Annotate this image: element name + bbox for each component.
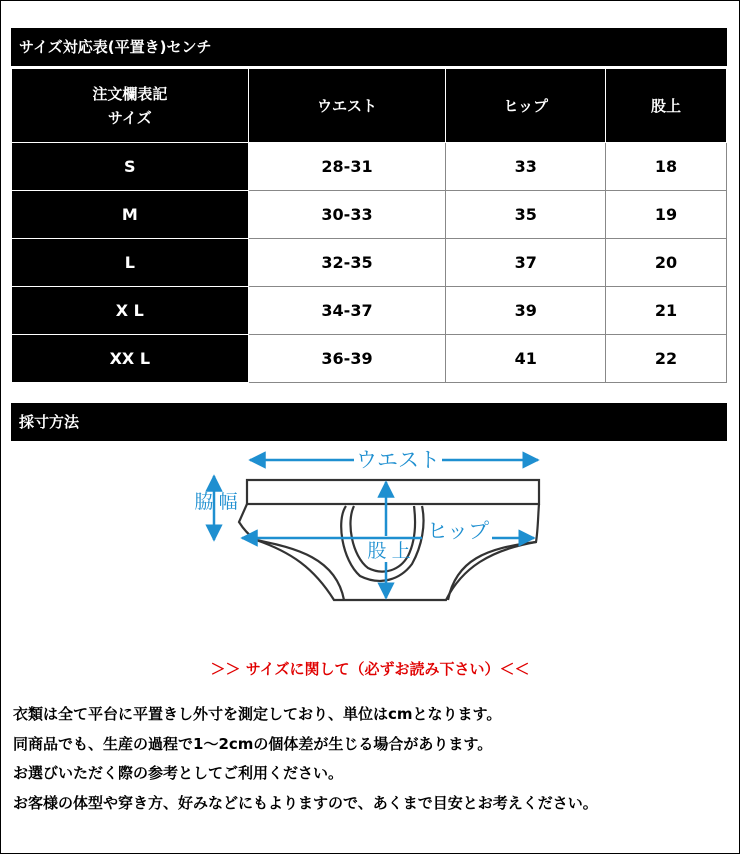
header-rise: 股上	[606, 69, 727, 143]
briefs-measurement-diagram	[186, 440, 556, 610]
waist-value: 34-37	[248, 287, 446, 335]
hip-value: 39	[446, 287, 606, 335]
hip-value: 33	[446, 143, 606, 191]
waist-value: 36-39	[248, 335, 446, 383]
hip-value: 37	[446, 239, 606, 287]
note-line: お選びいただく際の参考としてご利用ください。	[13, 764, 344, 782]
waist-value: 30-33	[248, 191, 446, 239]
band-width-label: 脇 幅	[194, 492, 238, 513]
hip-value: 41	[446, 335, 606, 383]
waist-label: ウエスト	[356, 449, 440, 472]
table-row	[12, 143, 727, 191]
left-leg-curve	[256, 540, 344, 600]
right-leg-curve	[448, 542, 536, 600]
rise-value: 20	[606, 239, 727, 287]
size-label: S	[12, 143, 249, 191]
rise-value: 21	[606, 287, 727, 335]
table-header-row	[12, 69, 727, 143]
rise-value: 18	[606, 143, 727, 191]
table-row	[12, 191, 727, 239]
table-row	[12, 335, 727, 383]
note-line: お客様の体型や穿き方、好みなどにもよりますので、あくまで目安とお考えください。	[13, 793, 598, 812]
waist-value: 28-31	[248, 143, 446, 191]
header-size-text: 注文欄表記 サイズ	[92, 84, 168, 127]
note-line: 同商品でも、生産の過程で1～2cmの個体差が生じる場合があります。	[13, 734, 493, 753]
header-hip: ヒップ	[446, 69, 606, 143]
header-size	[12, 69, 249, 143]
rise-value: 19	[606, 191, 727, 239]
size-notes	[13, 700, 733, 818]
size-label: M	[12, 191, 249, 239]
briefs-outline	[239, 480, 539, 600]
size-label: L	[12, 239, 249, 287]
hip-label: ヒップ	[426, 520, 490, 543]
measure-method-title: 採寸方法	[11, 403, 727, 441]
waistband-shape	[247, 480, 539, 504]
rise-value: 22	[606, 335, 727, 383]
table-row	[12, 239, 727, 287]
header-waist: ウエスト	[248, 69, 446, 143]
note-line: 衣類は全て平台に平置きし外寸を測定しており、単位はcmとなります。	[13, 705, 502, 723]
size-label: X L	[12, 287, 249, 335]
size-table	[11, 68, 727, 383]
size-chart-title: サイズ対応表(平置き)センチ	[11, 28, 727, 66]
rise-label: 股 上	[367, 541, 411, 562]
hip-value: 35	[446, 191, 606, 239]
waist-value: 32-35	[248, 239, 446, 287]
size-notice-heading: ＞＞ サイズに関して（必ずお読み下さい）＜＜	[210, 660, 530, 678]
size-label: XX L	[12, 335, 249, 383]
table-row	[12, 287, 727, 335]
